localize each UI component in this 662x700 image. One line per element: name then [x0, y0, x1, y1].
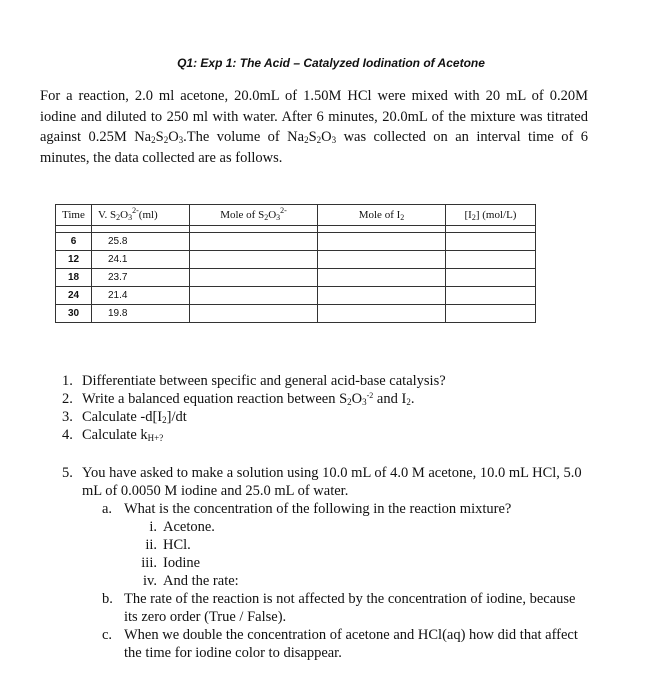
table-row — [56, 287, 536, 305]
cell-concentration — [446, 233, 536, 251]
intro-paragraph — [40, 86, 588, 168]
cell-concentration — [446, 305, 536, 323]
roman-item: i. Acetone. — [149, 519, 215, 535]
intro-text: S — [155, 129, 164, 145]
header-mole-thiosulfate: Mole of $S_2O_3^{2-}$ — [190, 205, 318, 226]
question-5 — [62, 464, 592, 500]
cell-volume: 25.8 — [92, 233, 190, 251]
cell-mole-thiosulfate — [190, 251, 318, 269]
cell-concentration — [446, 251, 536, 269]
cell-concentration — [446, 269, 536, 287]
question-5bc — [102, 590, 590, 662]
header-mole-iodine: Mole of $I_2$ — [318, 205, 446, 226]
question-item: 3. Calculate $-d[I_2]/dt$ — [62, 409, 187, 425]
subscript: 2 — [304, 135, 309, 145]
roman-item: ii. HCl. — [145, 537, 191, 553]
page-title: Q1: Exp 1: The Acid – Catalyzed Iodination of Acetone — [177, 56, 485, 70]
roman-list — [137, 518, 437, 590]
subscript: 2 — [316, 135, 322, 145]
roman-item: iv. And the rate: — [143, 573, 239, 589]
intro-text: O — [321, 129, 332, 145]
cell-mole-iodine — [318, 251, 446, 269]
roman-item: iii. Iodine — [141, 555, 201, 571]
table-row — [56, 305, 536, 323]
cell-mole-thiosulfate — [190, 233, 318, 251]
question-item: 4. Calculate $k_{H+?}$ — [62, 427, 164, 443]
titration-data-table — [55, 204, 536, 323]
sub-question-item: a. What is the concentration of the following in the reaction mixture? — [102, 501, 512, 517]
table-row — [56, 233, 536, 251]
intro-text: .The volume of Na — [183, 129, 305, 145]
cell-volume: 21.4 — [92, 287, 190, 305]
table-row — [56, 269, 536, 287]
question-list — [62, 372, 582, 444]
cell-time: 6 — [56, 233, 92, 251]
question-item: 5. You have asked to make a solution using 10.0 mL of 4.0 M acetone, 10.0 mL HCl, 5.0 mL of 0.0050 M iodine and 25.0 mL of water. — [62, 465, 582, 499]
header-time: Time — [56, 205, 92, 226]
header-volume: V. $S_2O_3^{2-}(ml)$ — [92, 205, 190, 226]
intro-text: For a reaction, 2.0 ml acetone, 20.0mL of 1.50M HCl were mixed with 20 mL of 0.20M iodine and diluted to 250 ml with water. After 6 minutes, 20.0mL of the mixture was titrated against 0.25M Na — [40, 88, 588, 145]
question-item: 2. Write a balanced equation reaction between $S_2O_3^{-2}$ and $I_2$. — [62, 391, 415, 407]
cell-time: 12 — [56, 251, 92, 269]
cell-volume: 23.7 — [92, 269, 190, 287]
cell-mole-iodine — [318, 233, 446, 251]
table-spacer — [56, 226, 536, 233]
intro-text: O — [168, 129, 179, 145]
subscript: 2 — [151, 135, 156, 145]
intro-text: was collected on an interval time of 6 minutes, the data collected are as follows. — [40, 129, 589, 166]
subscript: 3 — [331, 135, 337, 145]
sub-question-item: b. The rate of the reaction is not affected by the concentration of iodine, because its zero order (True / False). — [102, 591, 576, 625]
cell-mole-thiosulfate — [190, 287, 318, 305]
question-item: 1. Differentiate between specific and general acid-base catalysis? — [62, 373, 446, 389]
subscript: 2 — [163, 135, 169, 145]
cell-volume: 19.8 — [92, 305, 190, 323]
table-header-row — [56, 205, 536, 226]
cell-concentration — [446, 287, 536, 305]
cell-mole-iodine — [318, 269, 446, 287]
sub-question-item: c. When we double the concentration of acetone and HCl(aq) how did that affect the time for iodine color to disappear. — [102, 627, 578, 661]
cell-mole-iodine — [318, 305, 446, 323]
cell-time: 30 — [56, 305, 92, 323]
question-5a — [102, 500, 592, 518]
cell-volume: 24.1 — [92, 251, 190, 269]
subscript: 3 — [178, 135, 184, 145]
cell-time: 24 — [56, 287, 92, 305]
cell-mole-thiosulfate — [190, 269, 318, 287]
header-iodine-concentration: $[I_2]$ (mol/L) — [446, 205, 536, 226]
cell-time: 18 — [56, 269, 92, 287]
intro-text: S — [308, 129, 317, 145]
cell-mole-iodine — [318, 287, 446, 305]
cell-mole-thiosulfate — [190, 305, 318, 323]
table-row — [56, 251, 536, 269]
